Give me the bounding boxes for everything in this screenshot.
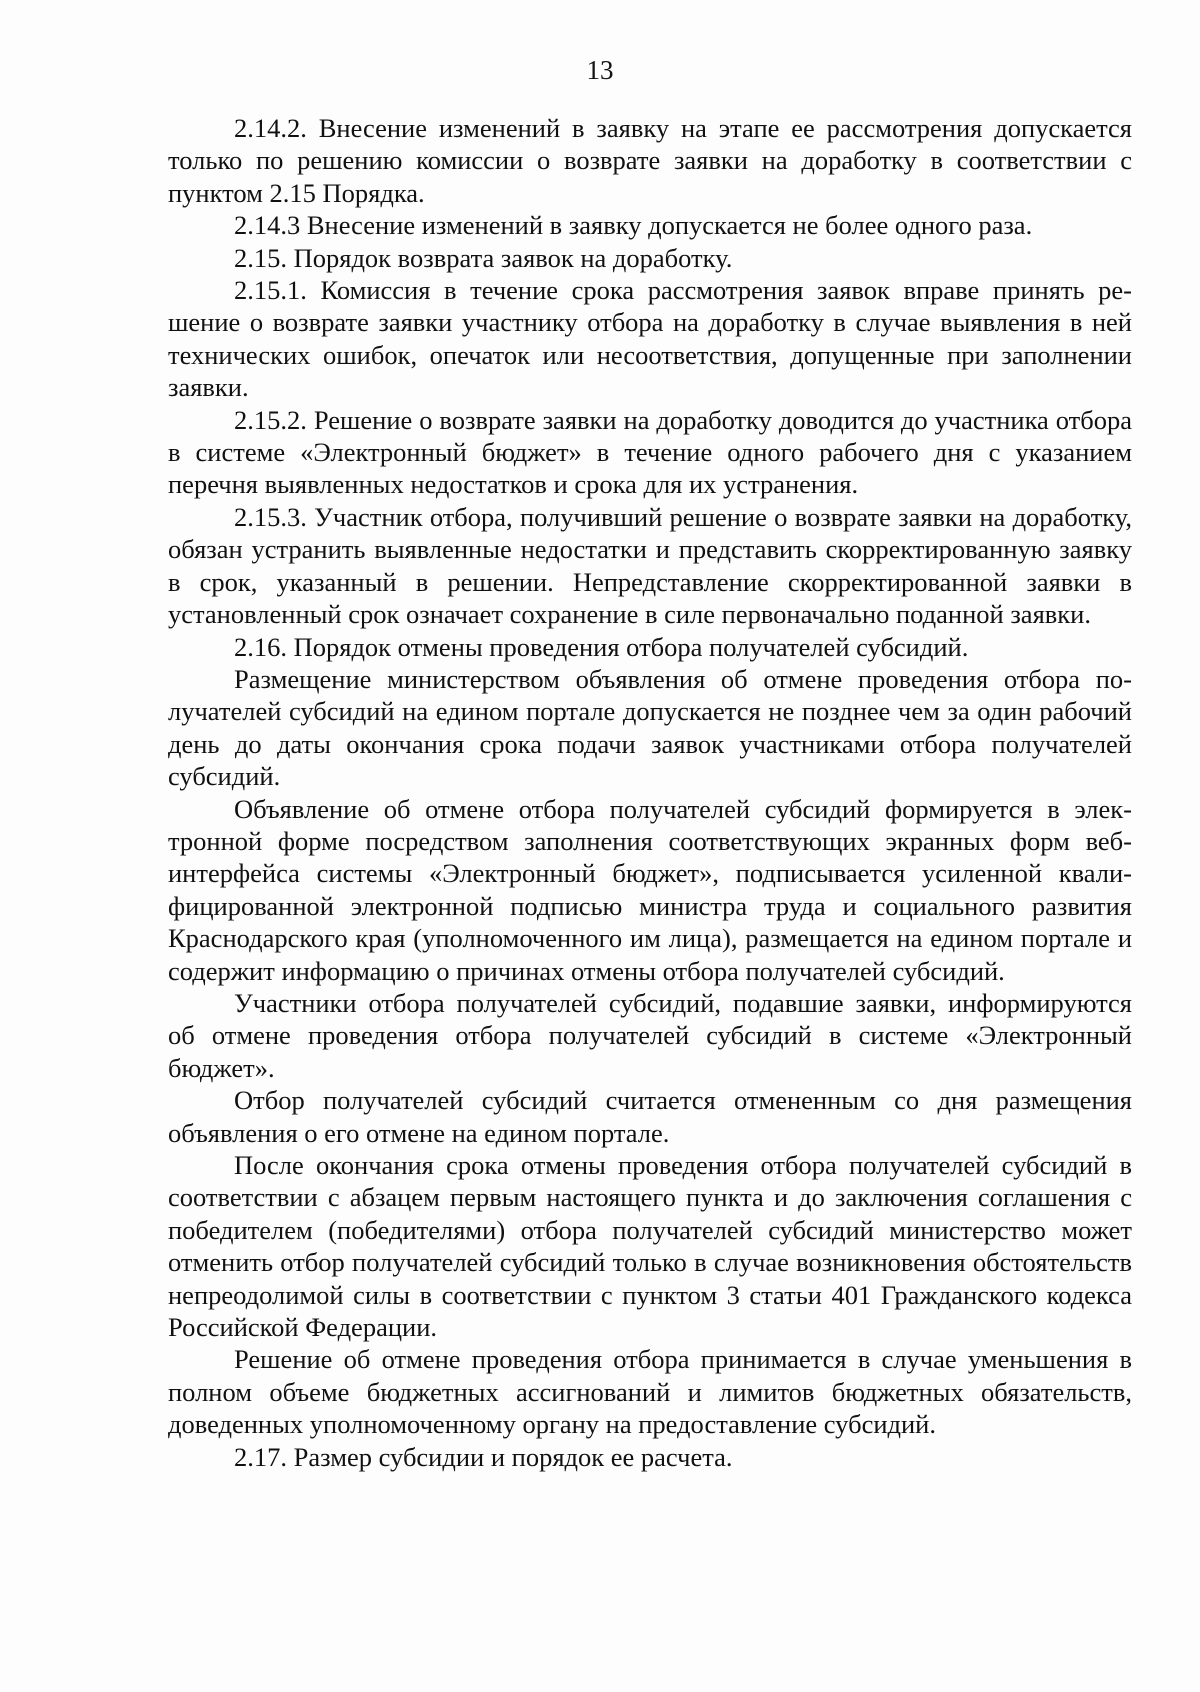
paragraph-force-majeure: После окончания срока отмены проведения отбора получателей субсидий в соответствии с абзацем первым настоящего пункта и до заключения соглашения с победителем (победителями) отбора получателей субсидий министерство может отменить отбор получателей субсидий только в случае возникновения обстоятельств непреодолимой силы в соответствии с пунктом 3 статьи 401 Гражданского кодекса Российской Федерации. xyxy=(168,1150,1132,1343)
paragraph-cancellation-announcement: Объявление об отмене отбора получателей субсидий формируется в электронной форме посредством заполнения соответствующих экранных форм веб-интерфейса системы «Электронный бюджет», подписывается усиленной квалифицированной электронной подписью министра труда и социального развития Краснодарского края (уполномоченного им лица), размещается на едином портале и содержит информацию о причинах отмены отбора получателей субсидий. xyxy=(168,793,1132,986)
paragraph-2-15-1: 2.15.1. Комиссия в течение срока рассмотрения заявок вправе принять решение о возврате заявки участнику отбора на доработку в случае выявления в ней технических ошибок, опечаток или несоответствия, допущенные при заполнении заявки. xyxy=(168,275,1132,403)
heading-2-17: 2.17. Размер субсидии и порядок ее расчета. xyxy=(234,1441,733,1472)
paragraph-cancellation-posting: Размещение министерством объявления об отмене проведения отбора получателей субсидий на едином портале допускается не позднее чем за один рабочий день до даты окончания срока подачи заявок участниками отбора получателей субсидий. xyxy=(168,663,1132,792)
document-body xyxy=(168,112,1132,1473)
heading-2-16: 2.16. Порядок отмены проведения отбора получателей субсидий. xyxy=(234,631,969,662)
paragraph-2-14-2: 2.14.2. Внесение изменений в заявку на этапе ее рассмотрения допускается только по решению комиссии о возврате заявки на доработку в соответствии с пунктом 2.15 Порядка. xyxy=(168,113,1132,208)
paragraph-2-14-3: 2.14.3 Внесение изменений в заявку допускается не более одного раза. xyxy=(234,210,1033,241)
paragraph-participants-informed: Участники отбора получателей субсидий, подавшие заявки, информируются об отмене проведения отбора получателей субсидий в системе «Электронный бюджет». xyxy=(168,987,1132,1083)
paragraph-2-15-2: 2.15.2. Решение о возврате заявки на доработку доводится до участника отбора в системе «Электронный бюджет» в течение одного рабочего дня с указанием перечня выявленных недостатков и срока для их устранения. xyxy=(168,404,1132,500)
paragraph-selection-cancelled: Отбор получателей субсидий считается отмененным со дня размещения объявления о его отмене на едином портале. xyxy=(168,1085,1132,1148)
page-number: 13 xyxy=(586,55,614,85)
paragraph-2-15-3: 2.15.3. Участник отбора, получивший решение о возврате заявки на доработку, обязан устранить выявленные недостатки и представить скорректированную заявку в срок, указанный в решении. Непредставление скорректированной заявки в установленный срок означает сохранение в силе первоначально поданной заявки. xyxy=(168,501,1132,630)
heading-2-15: 2.15. Порядок возврата заявок на доработку. xyxy=(234,242,733,273)
paragraph-budget-reduction: Решение об отмене проведения отбора принимается в случае уменьшения в полном объеме бюджетных ассигнований и лимитов бюджетных обязательств, доведенных уполномоченному органу на предоставление субсидий. xyxy=(168,1344,1132,1440)
